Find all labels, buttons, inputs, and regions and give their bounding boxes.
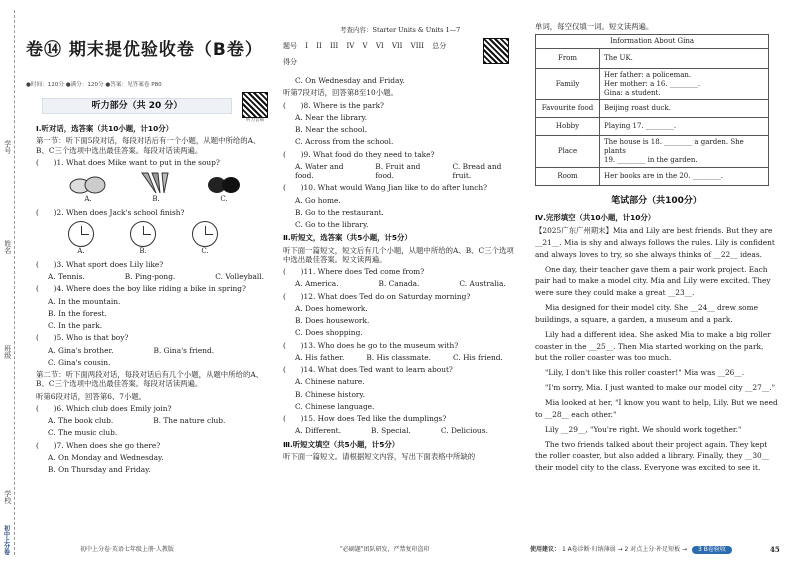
section-4-title: Ⅳ.完形填空（共10小题，计10分） <box>535 212 656 222</box>
usage-steps: 1 A卷诊断·归纳薄弱 → 2 对点上分·补足短板 → <box>561 546 688 553</box>
cloze-paragraph-7: Mia looked at her, "I know you want to help, Lily. But we need to __28__ each other." <box>535 397 778 419</box>
q3-option-c[interactable]: C. Volleyball. <box>215 272 264 281</box>
q1-label-b: B. <box>152 195 160 203</box>
row-label: Favourite food <box>536 100 600 118</box>
section-3-instructions-cont: 单词，每空仅填一词。短文读两遍。 <box>535 22 654 31</box>
question-14: ( )14. What does Ted want to learn about? <box>283 365 453 374</box>
q3-option-a[interactable]: A. Tennis. <box>48 272 85 281</box>
column-2 <box>283 76 515 464</box>
name-label: 姓名 <box>3 240 12 254</box>
q2-option-b[interactable] <box>130 221 156 256</box>
blank-17[interactable]: Playing 17. ________. <box>600 118 769 136</box>
question-12: ( )12. What does Ted do on Saturday morning? <box>283 291 471 301</box>
part-2-instructions: 第二节：听下面两段对话，每段对话后有几个小题，从题中所给的A、B、C三个选项中选出最佳答案。每段对话读两遍。 <box>36 370 264 389</box>
column-1 <box>36 124 266 477</box>
q5-options <box>36 346 266 355</box>
row-value: The UK. <box>600 49 769 69</box>
section-2-title: Ⅱ.听短文，选答案（共5小题，计5分） <box>283 233 412 243</box>
q1-label-a: A. <box>84 195 92 203</box>
page-number: 45 <box>770 545 780 554</box>
score-row-label: 得分 <box>283 58 297 66</box>
section-1-title: Ⅰ.听对话，选答案（共10小题，计10分） <box>36 124 173 133</box>
table-row <box>536 118 769 136</box>
q9-options <box>283 162 515 181</box>
section-3-title: Ⅲ.听短文填空（共5小题，计5分） <box>283 439 400 449</box>
cloze-paragraph-4: Lily had a different idea. She asked Mia to make a big roller coaster in the __25__. Then Mia started working on the park, but the roller coaster was too much. <box>535 329 771 363</box>
footer-copyright: "必刷题"团队研发，严禁复印盗印 <box>340 546 430 553</box>
question-2: ( )2. When does Jack's school finish? <box>36 207 185 217</box>
q12-option-b[interactable]: B. Does housework. <box>295 316 370 325</box>
q2-pictures <box>36 221 266 256</box>
row-value: Beijing roast duck. <box>600 100 769 118</box>
q10-option-c[interactable]: C. Go to the library. <box>295 220 369 229</box>
q15-options <box>283 426 515 435</box>
q2-label-a: A. <box>77 247 85 255</box>
q6-option-b[interactable]: B. The nature club. <box>153 416 226 425</box>
q6-options <box>36 416 266 425</box>
q8-option-b[interactable]: B. Near the school. <box>295 125 368 134</box>
q4-option-a[interactable]: A. In the mountain. <box>48 296 121 306</box>
question-11: ( )11. Where does Ted come from? <box>283 267 425 276</box>
q1-option-b[interactable] <box>136 171 176 204</box>
value-line: Her father: a policeman. <box>604 71 692 79</box>
q11-option-b[interactable]: B. Canada. <box>378 279 420 289</box>
row-label: Room <box>536 167 600 185</box>
cloze-paragraph-2: One day, their teacher gave them a pair work project. Each pair had to make a model city. Mia and Lily were excited. They were sure they could make a great __23__. <box>535 264 771 298</box>
table-row <box>536 49 769 69</box>
q15-option-a[interactable]: A. Different. <box>295 426 341 436</box>
row-value <box>600 69 769 100</box>
q8-option-a[interactable]: A. Near the library. <box>295 112 368 122</box>
q7-option-b[interactable]: B. On Thursday and Friday. <box>48 465 151 474</box>
exam-meta: ●时间：120分 ●满分：120分 ●答案：见答案卷 P80 <box>26 82 162 88</box>
qr-code-icon <box>483 38 509 64</box>
qr-code-icon <box>242 92 268 118</box>
row-label: Place <box>536 136 600 167</box>
row-value <box>600 136 769 167</box>
q11-options <box>283 279 515 288</box>
row-label: Hobby <box>536 118 600 136</box>
question-7: ( )7. When does she go there? <box>36 440 161 450</box>
question-13: ( )13. Who does he go to the museum with? <box>283 340 459 350</box>
question-1: ( )1. What does Mike want to put in the soup? <box>36 157 220 167</box>
q10-option-a[interactable]: A. Go home. <box>295 195 341 205</box>
question-5: ( )5. Who is that boy? <box>36 333 129 343</box>
q3-option-b[interactable]: B. Ping-pong. <box>124 272 176 281</box>
q2-option-a[interactable] <box>68 221 94 256</box>
scope-note: 考查内容：Starter Units & Units 1—7 <box>340 26 461 34</box>
exam-title <box>26 40 266 62</box>
usage-label: 使用建议： <box>530 546 561 553</box>
q15-option-b[interactable]: B. Special. <box>370 426 411 436</box>
q15-option-c[interactable]: C. Delicious. <box>440 426 488 436</box>
cloze-paragraph-1: 【2025广东广州期末】Mia and Lily are best friends. But they are __21__. Mia is shy and always follows the rules. Lily is confident and always loves to try, so she always thinks of __22__ ideas. <box>535 226 775 259</box>
cloze-paragraph-8: Lily __29__, "You're right. We should work together." <box>545 424 742 434</box>
q1-option-a[interactable] <box>68 173 108 204</box>
question-8: ( )8. Where is the park? <box>283 100 385 110</box>
question-6: ( )6. Which club does Emily join? <box>36 403 172 413</box>
blank-19[interactable]: 19. ________ in the garden. <box>604 155 698 164</box>
answer-qr[interactable] <box>483 38 509 64</box>
q2-option-c[interactable] <box>192 221 218 256</box>
table-title: Information About Gina <box>536 35 769 49</box>
student-id-label: 学号 <box>3 140 12 154</box>
row-label: From <box>536 49 600 69</box>
clock-icon <box>68 221 94 247</box>
q7-option-c[interactable]: C. On Wednesday and Friday. <box>295 76 405 85</box>
score-table-header: 题号 I II III IV V VI VII VIII 总分 <box>283 42 447 50</box>
blank-16[interactable]: Her mother: a 16. ________. <box>604 79 701 88</box>
q1-option-c[interactable] <box>204 171 244 204</box>
binding-strip <box>0 0 16 566</box>
q6-option-a[interactable]: A. The book club. <box>48 416 114 425</box>
exam-title-text: 卷⑭ 期末提优验收卷（B卷） <box>26 40 263 60</box>
footer-book-title: 初中上分卷·英语七年级上册·人教版 <box>80 546 174 553</box>
q14-option-b[interactable]: B. Chinese history. <box>295 389 365 399</box>
q4-option-c[interactable]: C. In the park. <box>48 321 103 330</box>
question-9: ( )9. What food do they need to take? <box>283 149 435 159</box>
clock-icon <box>130 221 156 247</box>
row-label: Family <box>536 69 600 100</box>
q9-option-b[interactable]: B. Fruit and food. <box>375 161 421 180</box>
question-3: ( )3. What sport does Lily like? <box>36 259 164 269</box>
q9-option-a[interactable]: A. Water and food. <box>295 161 344 180</box>
table-row <box>536 69 769 100</box>
q6-option-c[interactable]: C. The music club. <box>48 428 118 438</box>
q4-option-b[interactable]: B. In the forest. <box>48 308 107 318</box>
potatoes-icon <box>68 173 108 195</box>
q14-option-a[interactable]: A. Chinese nature. <box>295 377 365 387</box>
q13-option-b[interactable]: B. His classmate. <box>366 352 431 362</box>
q1-label-c: C. <box>220 195 228 203</box>
clock-icon <box>192 221 218 247</box>
written-section-title: 笔试部分（共100分） <box>611 195 702 206</box>
question-10: ( )10. What would Wang Jian like to do after lunch? <box>283 183 488 193</box>
table-row <box>536 100 769 118</box>
q1-pictures <box>36 171 266 204</box>
q9-option-c[interactable]: C. Bread and fruit. <box>452 161 502 180</box>
part-2-subinstruction: 听第6段对话，回答第6、7小题。 <box>36 391 147 401</box>
cloze-paragraph-9: The two friends talked about their project again. They kept the roller coaster, but also added a library. Finally, they __30__ their model city to the class. Everyone was excited to see it. <box>535 439 770 473</box>
part-1-instructions: 第一节：听下面5段对话，每段对话后有一个小题，从题中所给的A、B、C三个选项中选出最佳答案。每段对话读两遍。 <box>36 136 261 155</box>
q7-option-a[interactable]: A. On Monday and Wednesday. <box>48 452 164 462</box>
part-3-subinstruction: 听第7段对话，回答第8至10小题。 <box>283 88 398 98</box>
blank-20[interactable]: Her books are in the 20. ________. <box>600 167 769 185</box>
q2-label-c: C. <box>201 247 209 255</box>
q5-option-a[interactable]: A. Gina's brother. <box>48 345 114 355</box>
q10-option-b[interactable]: B. Go to the restaurant. <box>295 207 384 217</box>
q12-option-a[interactable]: A. Does homework. <box>295 303 368 313</box>
carrots-icon <box>136 171 176 195</box>
q13-option-a[interactable]: A. His father. <box>295 352 345 362</box>
school-label: 学校 <box>3 490 12 504</box>
qr-label: 听力音频 <box>246 118 264 123</box>
value-line: Gina: a student. <box>604 88 661 97</box>
blank-18[interactable]: The house is 18. ________ a garden. She plants <box>604 138 744 155</box>
section-2-instructions: 听下面一篇短文，短文后有几个小题，从题中所给的A、B、C三个选项中选出最佳答案。短文读两遍。 <box>283 245 514 264</box>
footer-usage <box>530 546 732 554</box>
column-3 <box>535 22 778 477</box>
q13-option-c[interactable]: C. His friend. <box>453 352 503 362</box>
brand-logo: 初中上分卷 <box>2 525 10 555</box>
q5-option-c[interactable]: C. Gina's cousin. <box>48 357 111 367</box>
q12-option-c[interactable]: C. Does shopping. <box>295 328 363 338</box>
q3-options <box>36 272 266 281</box>
section-3-instructions: 听下面一篇短文。请根据短文内容，写出下面表格中所缺的 <box>283 451 476 461</box>
usage-current-step: 3 B卷验收 <box>692 546 732 554</box>
cloze-paragraph-3: Mia designed for their model city. She __24__ drew some buildings, a square, a garden, a museum and a park. <box>535 303 758 324</box>
table-row <box>536 167 769 185</box>
class-label: 班级 <box>3 345 12 359</box>
table-row <box>536 136 769 167</box>
cut-line <box>14 10 15 555</box>
question-4: ( )4. Where does the boy like riding a bike in spring? <box>36 284 246 294</box>
gina-info-table <box>535 34 769 185</box>
q8-option-c[interactable]: C. Across from the school. <box>295 137 394 147</box>
listening-section-title: 听力部分（共 20 分） <box>42 98 232 114</box>
q2-label-b: B. <box>139 247 147 255</box>
cloze-paragraph-5: "Lily, I don't like this roller coaster!" Mia was __26__. <box>545 368 745 378</box>
q13-options <box>283 353 515 362</box>
question-15: ( )15. How does Ted like the dumplings? <box>283 414 447 423</box>
audio-qr[interactable] <box>242 92 268 124</box>
q11-option-a[interactable]: A. America. <box>295 279 339 289</box>
cloze-paragraph-6: "I'm sorry, Mia. I just wanted to make our model city __27__." <box>545 383 775 393</box>
q5-option-b[interactable]: B. Gina's friend. <box>153 345 215 355</box>
eggplants-icon <box>204 171 244 195</box>
q14-option-c[interactable]: C. Chinese language. <box>295 401 375 411</box>
q11-option-c[interactable]: C. Australia. <box>459 279 506 289</box>
